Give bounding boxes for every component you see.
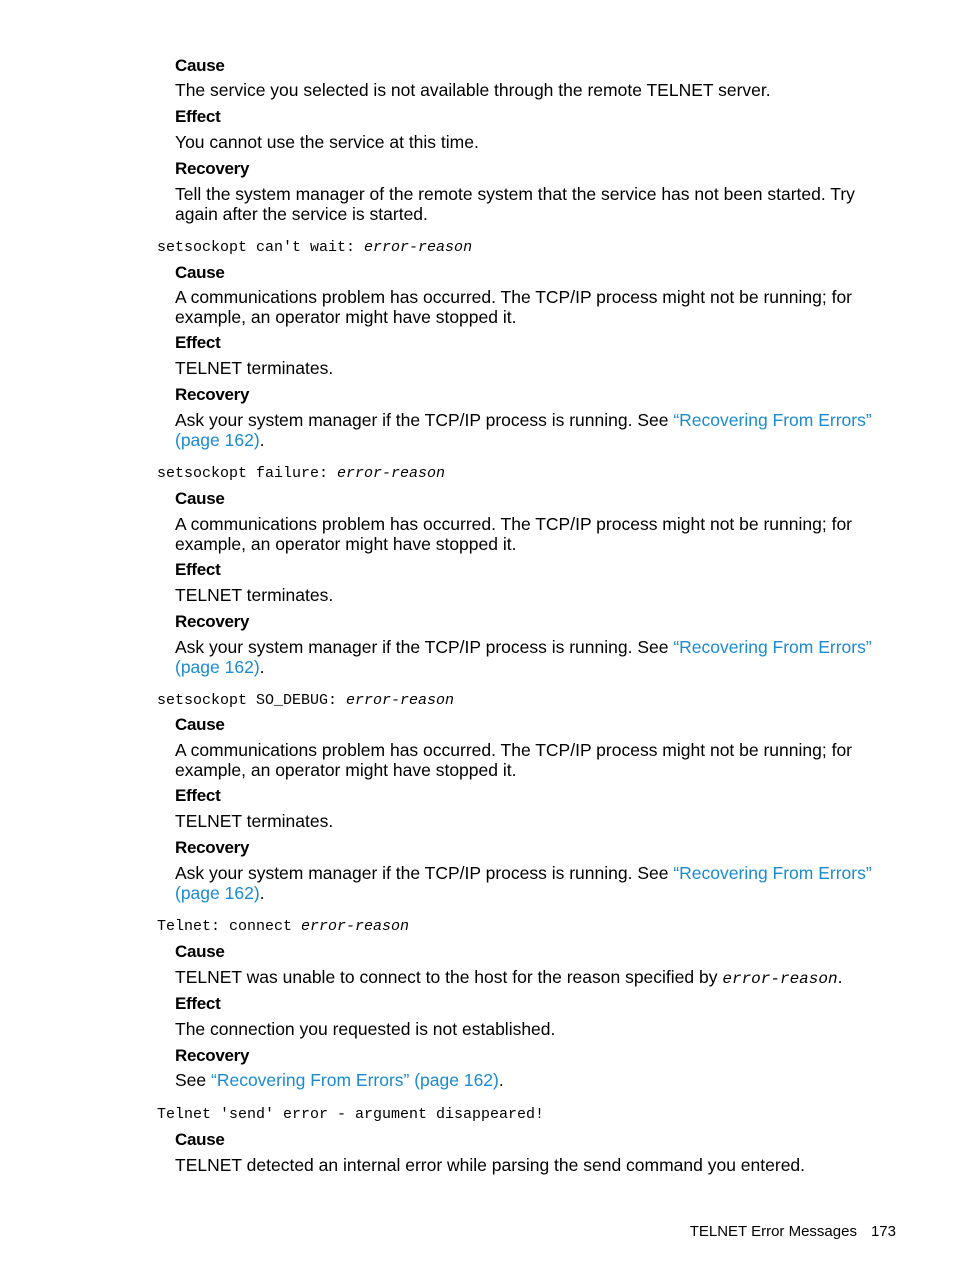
recovery-text-body: Ask your system manager if the TCP/IP process is running. See: [175, 863, 674, 883]
cause-heading: Cause: [175, 489, 225, 508]
recovery-text: Tell the system manager of the remote system that the service has not been started. Try again after the service is started.: [175, 184, 855, 224]
recovery-text-body: See: [175, 1070, 211, 1090]
error-reason-param: error-reason: [301, 918, 410, 935]
cause-heading: Cause: [175, 942, 225, 961]
error-reason-param: error-reason: [337, 465, 446, 482]
effect-heading: Effect: [175, 107, 221, 126]
recovery-text-end: .: [259, 429, 265, 450]
recovery-heading: Recovery: [175, 612, 250, 631]
effect-heading: Effect: [175, 333, 221, 352]
recovery-heading: Recovery: [175, 385, 250, 404]
error-message-text: setsockopt SO_DEBUG:: [157, 692, 347, 709]
recovery-text: [175, 864, 900, 903]
effect-heading: Effect: [175, 560, 221, 579]
error-reason-param: error-reason: [346, 692, 455, 709]
error-message: [157, 465, 445, 483]
recovery-text: [175, 411, 900, 450]
cause-text: A communications problem has occurred. The TCP/IP process might not be running; for example, an operator might have stopped it.: [175, 740, 853, 780]
error-message: [157, 239, 472, 257]
page-footer: [690, 1222, 896, 1242]
footer-section-title: TELNET Error Messages: [689, 1223, 857, 1240]
recovery-text-body: Ask your system manager if the TCP/IP process is running. See: [175, 410, 674, 430]
cause-text-body: TELNET was unable to connect to the host for the reason specified by: [175, 967, 723, 987]
error-reason-param: error-reason: [722, 970, 838, 988]
cause-text: [175, 968, 900, 990]
error-message-text: Telnet 'send' error - argument disappeared!: [157, 1106, 545, 1123]
recovery-text: [175, 638, 900, 677]
effect-text: TELNET terminates.: [175, 585, 334, 605]
recovery-text-end: .: [259, 882, 265, 903]
cause-heading: Cause: [175, 263, 225, 282]
recovery-text-end: .: [498, 1070, 504, 1090]
cause-text-end: .: [837, 967, 843, 987]
effect-text: TELNET terminates.: [175, 358, 334, 378]
cause-text: A communications problem has occurred. The TCP/IP process might not be running; for example, an operator might have stopped it.: [175, 287, 853, 327]
recovery-text-end: .: [259, 656, 265, 677]
recovery-heading: Recovery: [175, 838, 250, 857]
cause-heading: Cause: [175, 715, 225, 734]
cause-text: A communications problem has occurred. The TCP/IP process might not be running; for example, an operator might have stopped it.: [175, 514, 853, 554]
effect-text: TELNET terminates.: [175, 811, 334, 831]
error-message: [157, 692, 454, 710]
cause-text: The service you selected is not available through the remote TELNET server.: [175, 80, 771, 100]
error-message-text: setsockopt failure:: [157, 465, 338, 482]
effect-text: You cannot use the service at this time.: [175, 132, 479, 152]
cause-text: TELNET detected an internal error while parsing the send command you entered.: [175, 1155, 806, 1175]
error-message-text: Telnet: connect: [157, 918, 302, 935]
error-message: [157, 1106, 544, 1124]
recovery-heading: Recovery: [175, 159, 250, 178]
recovery-heading: Recovery: [175, 1046, 250, 1065]
cause-heading: Cause: [175, 1130, 225, 1149]
cause-heading: Cause: [175, 56, 225, 75]
recovering-from-errors-link[interactable]: “Recovering From Errors” (page 162): [175, 863, 872, 903]
error-message: [157, 918, 409, 936]
recovery-text-body: Ask your system manager if the TCP/IP process is running. See: [175, 637, 674, 657]
recovering-from-errors-link[interactable]: “Recovering From Errors” (page 162): [211, 1070, 499, 1090]
error-reason-param: error-reason: [364, 239, 473, 256]
recovering-from-errors-link[interactable]: “Recovering From Errors” (page 162): [175, 637, 872, 677]
recovery-text: [175, 1071, 900, 1091]
effect-heading: Effect: [175, 994, 221, 1013]
effect-heading: Effect: [175, 786, 221, 805]
page-number: 173: [870, 1223, 896, 1240]
error-message-text: setsockopt can't wait:: [157, 239, 365, 256]
effect-text: The connection you requested is not established.: [175, 1019, 556, 1039]
recovering-from-errors-link[interactable]: “Recovering From Errors” (page 162): [175, 410, 872, 450]
